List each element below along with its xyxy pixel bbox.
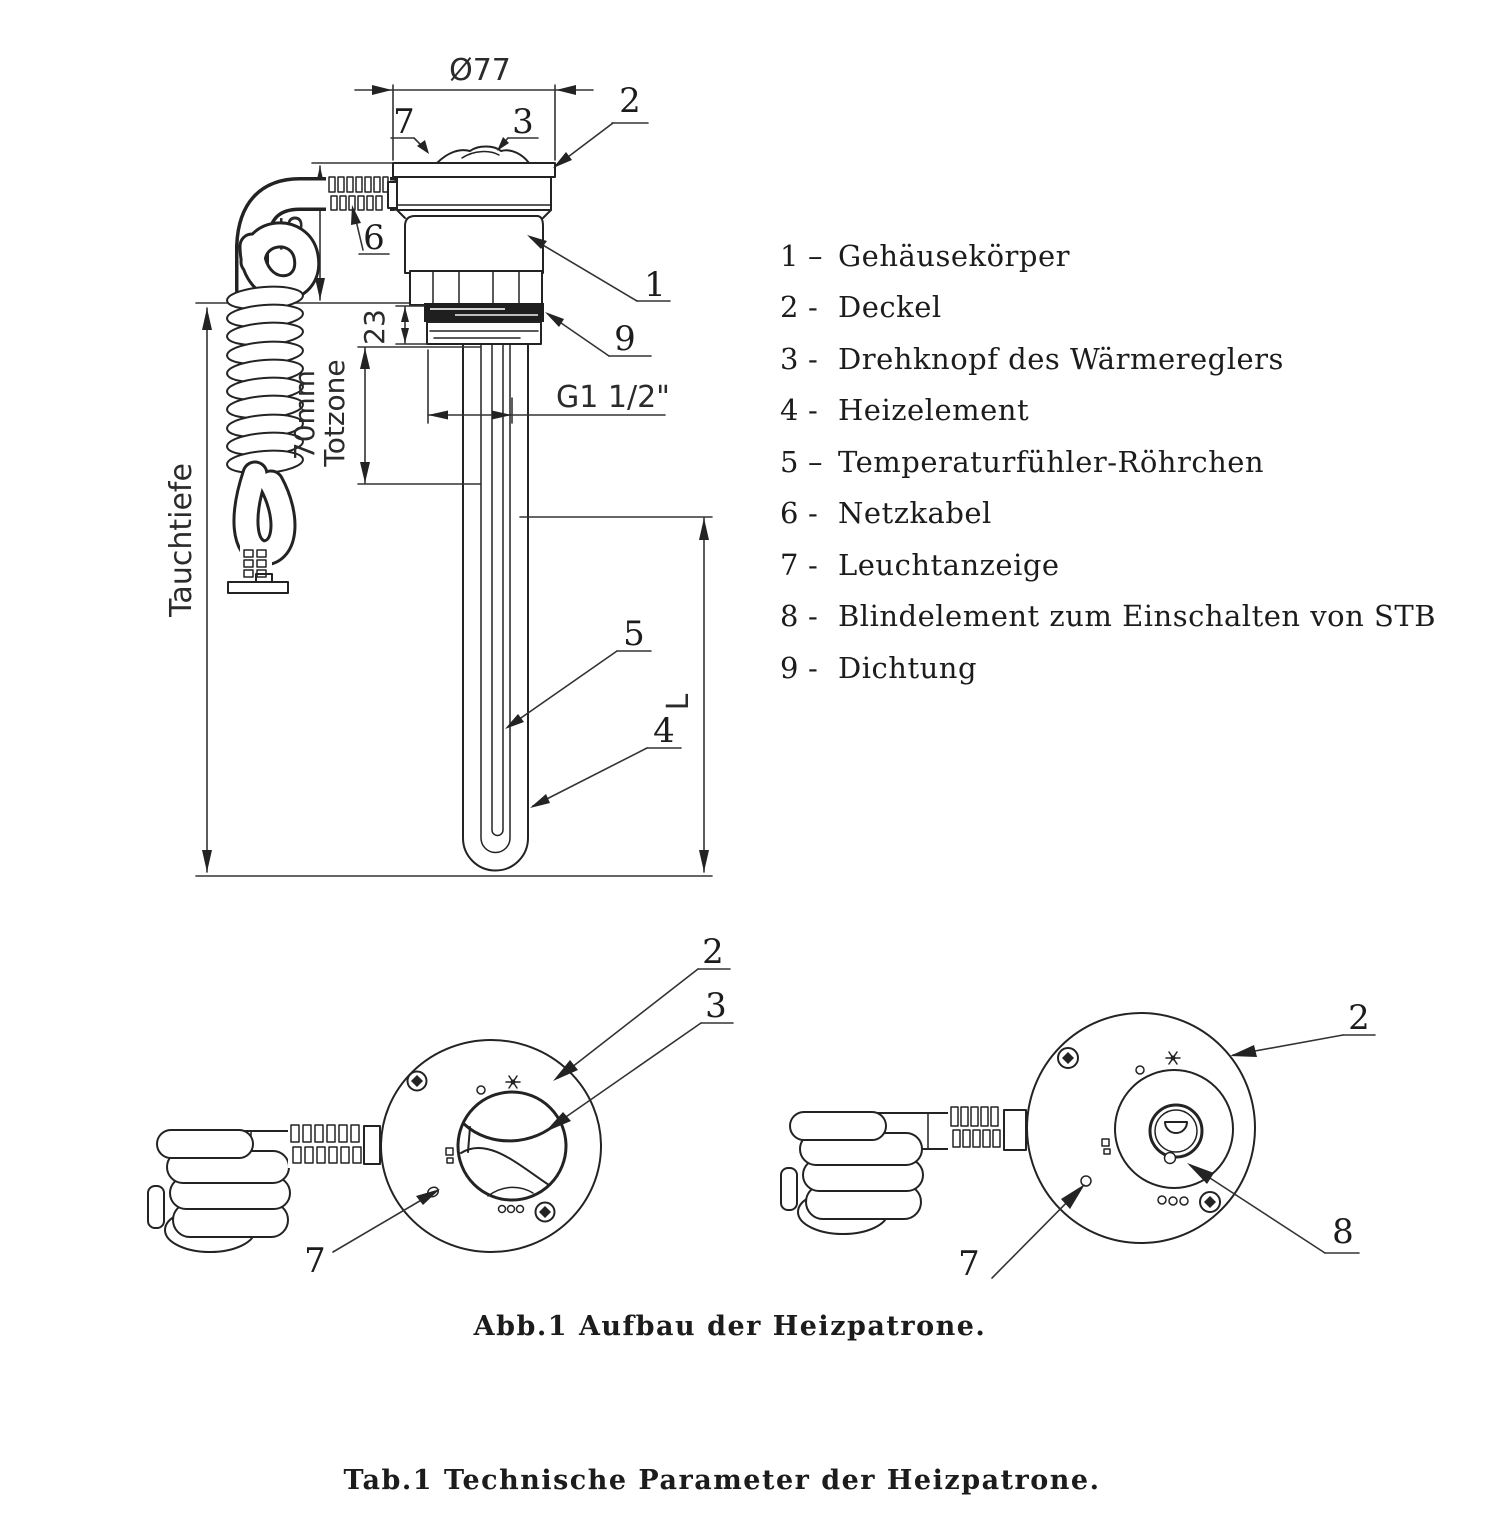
- legend-sep: -: [808, 290, 819, 324]
- callout-3: 3: [705, 986, 727, 1026]
- leader-arrowhead: [505, 714, 524, 729]
- callout-2: 2: [619, 81, 641, 121]
- legend-num: 2: [780, 290, 799, 324]
- callout-3: 3: [512, 102, 534, 142]
- legend-num: 9: [780, 651, 799, 685]
- plug-side-tab: [781, 1168, 797, 1210]
- legend-label: Blindelement zum Einschalten von STB: [838, 599, 1437, 633]
- thermostat-knob-profile: [437, 147, 529, 164]
- blind-element-pin: [1165, 1153, 1176, 1164]
- legend-num: 1: [780, 239, 799, 273]
- legend-item: [780, 239, 1070, 273]
- plug-top: [157, 1130, 253, 1158]
- arrowhead-down: [401, 328, 409, 343]
- nut-outline: [410, 271, 542, 305]
- callout-5: 5: [623, 614, 645, 654]
- legend-label: Leuchtanzeige: [838, 548, 1060, 582]
- dimension-23: [358, 306, 427, 345]
- legend-sep: -: [808, 342, 819, 376]
- callout-4: 4: [653, 711, 675, 751]
- heating-tube: [463, 344, 528, 871]
- cable-gland: [326, 175, 398, 214]
- legend-label: Drehknopf des Wärmereglers: [838, 342, 1284, 376]
- table-caption: Tab.1 Technische Parameter der Heizpatrone.: [343, 1465, 1101, 1496]
- legend-num: 3: [780, 342, 799, 376]
- dimension-length: [520, 517, 712, 872]
- legend-label: Dichtung: [838, 651, 978, 685]
- gasket-height-label: 23: [358, 309, 391, 345]
- arrowhead-left: [556, 85, 576, 95]
- gland-sleeve: [1004, 1110, 1026, 1150]
- figure-caption: Abb.1 Aufbau der Heizpatrone.: [473, 1311, 987, 1342]
- leader-arrowhead: [530, 794, 550, 808]
- legend-label: Netzkabel: [838, 496, 992, 530]
- deadzone-name-label: Totzone: [318, 359, 351, 467]
- legend-sep: -: [808, 548, 819, 582]
- arrowhead-down: [699, 850, 709, 872]
- legend-num: 5: [780, 445, 799, 479]
- plug-side-tab: [148, 1186, 164, 1228]
- hex-nut: [410, 271, 542, 305]
- dimension-diameter: [355, 53, 593, 160]
- callout-2: 2: [1348, 998, 1370, 1038]
- arrowhead-up: [360, 348, 370, 369]
- arrowhead-up: [699, 518, 709, 540]
- legend-item: [780, 548, 1060, 582]
- arrowhead-right: [492, 411, 512, 420]
- callout-1: 1: [644, 265, 666, 305]
- diameter-label: Ø77: [449, 53, 511, 88]
- legend-item: [780, 445, 1264, 479]
- thread-size-label: G1 1/2": [556, 380, 670, 415]
- length-label: L: [661, 693, 696, 711]
- plug: [148, 1130, 290, 1252]
- housing-body: [405, 216, 543, 273]
- dimension-thread: [428, 350, 670, 423]
- indicator-light: [1081, 1176, 1091, 1186]
- parts-legend: [780, 239, 1436, 685]
- cable-loop-top-fill: [252, 235, 307, 288]
- legend-item: [780, 496, 992, 530]
- arrowhead-down: [202, 850, 212, 872]
- legend-sep: -: [808, 496, 819, 530]
- legend-sep: -: [808, 393, 819, 427]
- leader-arrowhead: [553, 152, 572, 168]
- legend-sep: –: [808, 239, 823, 273]
- head-height-label: 75: [275, 213, 310, 253]
- callout-7: 7: [958, 1244, 980, 1284]
- legend-num: 8: [780, 599, 799, 633]
- legend-sep: -: [808, 651, 819, 685]
- callout-8: 8: [1332, 1212, 1354, 1252]
- asterisk-center: [1171, 1056, 1176, 1061]
- arrowhead-down: [360, 462, 370, 483]
- legend-item: [780, 342, 1284, 376]
- cable-gland: [948, 1104, 1026, 1154]
- asterisk-center: [511, 1080, 516, 1085]
- gland-sleeve: [364, 1126, 380, 1164]
- heater-outer-tube: [463, 344, 528, 871]
- cable-gland: [288, 1122, 380, 1168]
- leader-line: [558, 969, 698, 1078]
- gasket-band: [424, 303, 544, 322]
- legend-sep: –: [808, 445, 823, 479]
- housing-step-left: [397, 210, 405, 218]
- plug: [781, 1112, 923, 1234]
- device-head: [393, 147, 555, 345]
- arrowhead-up: [401, 307, 409, 322]
- plug-top: [790, 1112, 886, 1140]
- leader-line: [533, 748, 647, 806]
- legend-label: Heizelement: [838, 393, 1030, 427]
- housing-step-right: [543, 210, 551, 218]
- callout-7: 7: [304, 1241, 326, 1281]
- legend-item: [780, 651, 977, 685]
- cap-rim: [393, 163, 555, 177]
- legend-num: 7: [780, 548, 799, 582]
- legend-label: Deckel: [838, 290, 942, 324]
- deadzone-value-label: 70mm: [288, 369, 321, 461]
- leader-arrowhead: [1230, 1045, 1257, 1057]
- arrowhead-down: [315, 278, 325, 300]
- callout-9: 9: [614, 319, 636, 359]
- callout-7: 7: [393, 102, 415, 142]
- gasket: [424, 303, 544, 322]
- heater-inner-wall: [481, 344, 510, 853]
- front-view-left: [148, 932, 733, 1281]
- arrowhead-right: [372, 85, 392, 95]
- arrowhead-up: [202, 308, 212, 330]
- front-view-right: [781, 998, 1375, 1284]
- callout-6: 6: [363, 218, 385, 258]
- legend-item: [780, 393, 1029, 427]
- legend-num: 4: [780, 393, 799, 427]
- plug-base: [228, 582, 288, 593]
- legend-item: [780, 290, 942, 324]
- collar-outline: [427, 322, 541, 344]
- legend-label: Gehäusekörper: [838, 239, 1071, 273]
- arrowhead-left: [428, 411, 448, 420]
- leader-line: [508, 651, 617, 727]
- callout-2: 2: [702, 932, 724, 972]
- side-view: [164, 53, 712, 876]
- tauchtiefe-label: Tauchtiefe: [164, 463, 199, 617]
- legend-num: 6: [780, 496, 799, 530]
- leader-line: [531, 238, 637, 301]
- legend-label: Temperaturfühler-Röhrchen: [838, 445, 1265, 479]
- legend-sep: -: [808, 599, 819, 633]
- legend-item: [780, 599, 1436, 633]
- thread-collar: [427, 322, 541, 344]
- leader-arrowhead: [545, 312, 564, 327]
